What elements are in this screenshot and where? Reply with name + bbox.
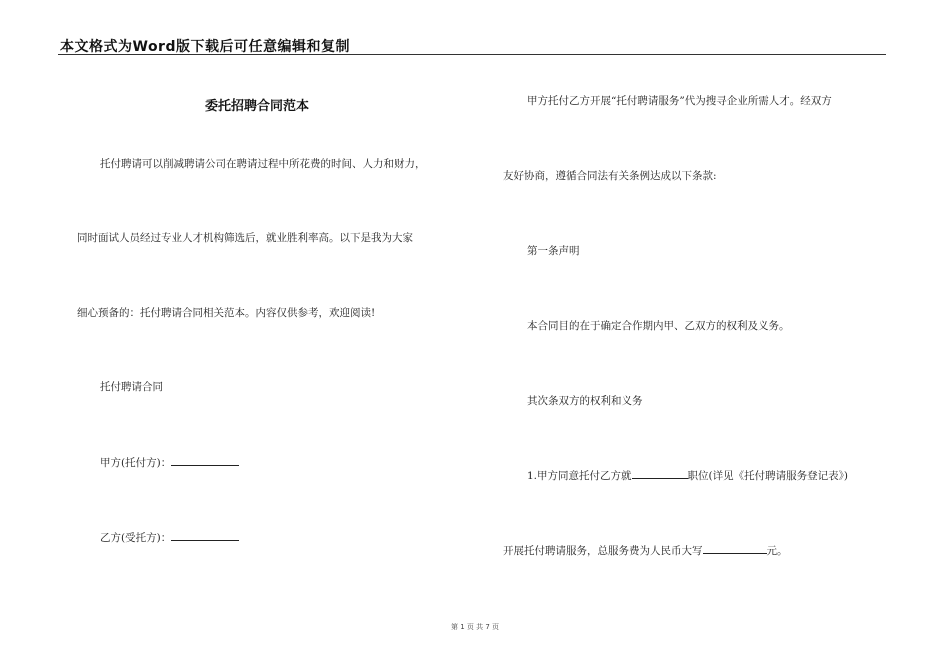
article-heading: 其次条双方的权利和义务	[527, 395, 643, 407]
clause-text: 职位(详见《托付聘请服务登记表》)	[687, 470, 848, 482]
paragraph-line: 甲方托付乙方开展“托付聘请服务”代为搜寻企业所需人才。经双方	[527, 95, 832, 107]
clause-text: 开展托付聘请服务，总服务费为人民币大写	[503, 545, 703, 557]
header-rule	[58, 54, 886, 55]
party-a-label: 甲方(托付方)：	[100, 457, 172, 469]
party-b-blank	[171, 531, 239, 541]
contract-name: 托付聘请合同	[100, 381, 163, 393]
clause-text: 元。	[766, 545, 788, 557]
clause-line	[527, 468, 848, 483]
article-heading: 第一条声明	[527, 245, 580, 257]
paragraph-line: 细心预备的：托付聘请合同相关范本。内容仅供参考，欢迎阅读!	[77, 307, 376, 319]
paragraph-line: 托付聘请可以削减聘请公司在聘请过程中所花费的时间、人力和财力，	[100, 158, 426, 170]
paragraph-line: 友好协商，遵循合同法有关条例达成以下条款:	[503, 170, 717, 182]
page-footer: 第 1 页 共 7 页	[450, 623, 500, 631]
party-a-line	[100, 455, 239, 470]
position-blank	[632, 469, 688, 479]
clause-line	[503, 543, 788, 558]
party-b-line	[100, 530, 239, 545]
clause-text: 1.甲方同意托付乙方就	[527, 470, 632, 482]
party-b-label: 乙方(受托方)：	[100, 532, 172, 544]
paragraph-line: 同时面试人员经过专业人才机构筛选后，就业胜利率高。以下是我为大家	[77, 232, 413, 244]
fee-blank	[703, 544, 767, 554]
party-a-blank	[171, 456, 239, 466]
document-header: 本文格式为Word版下载后可任意编辑和复制	[60, 39, 350, 55]
paragraph-line: 本合同目的在于确定合作期内甲、乙双方的权利及义务。	[527, 320, 790, 332]
document-title: 委托招聘合同范本	[205, 99, 310, 114]
